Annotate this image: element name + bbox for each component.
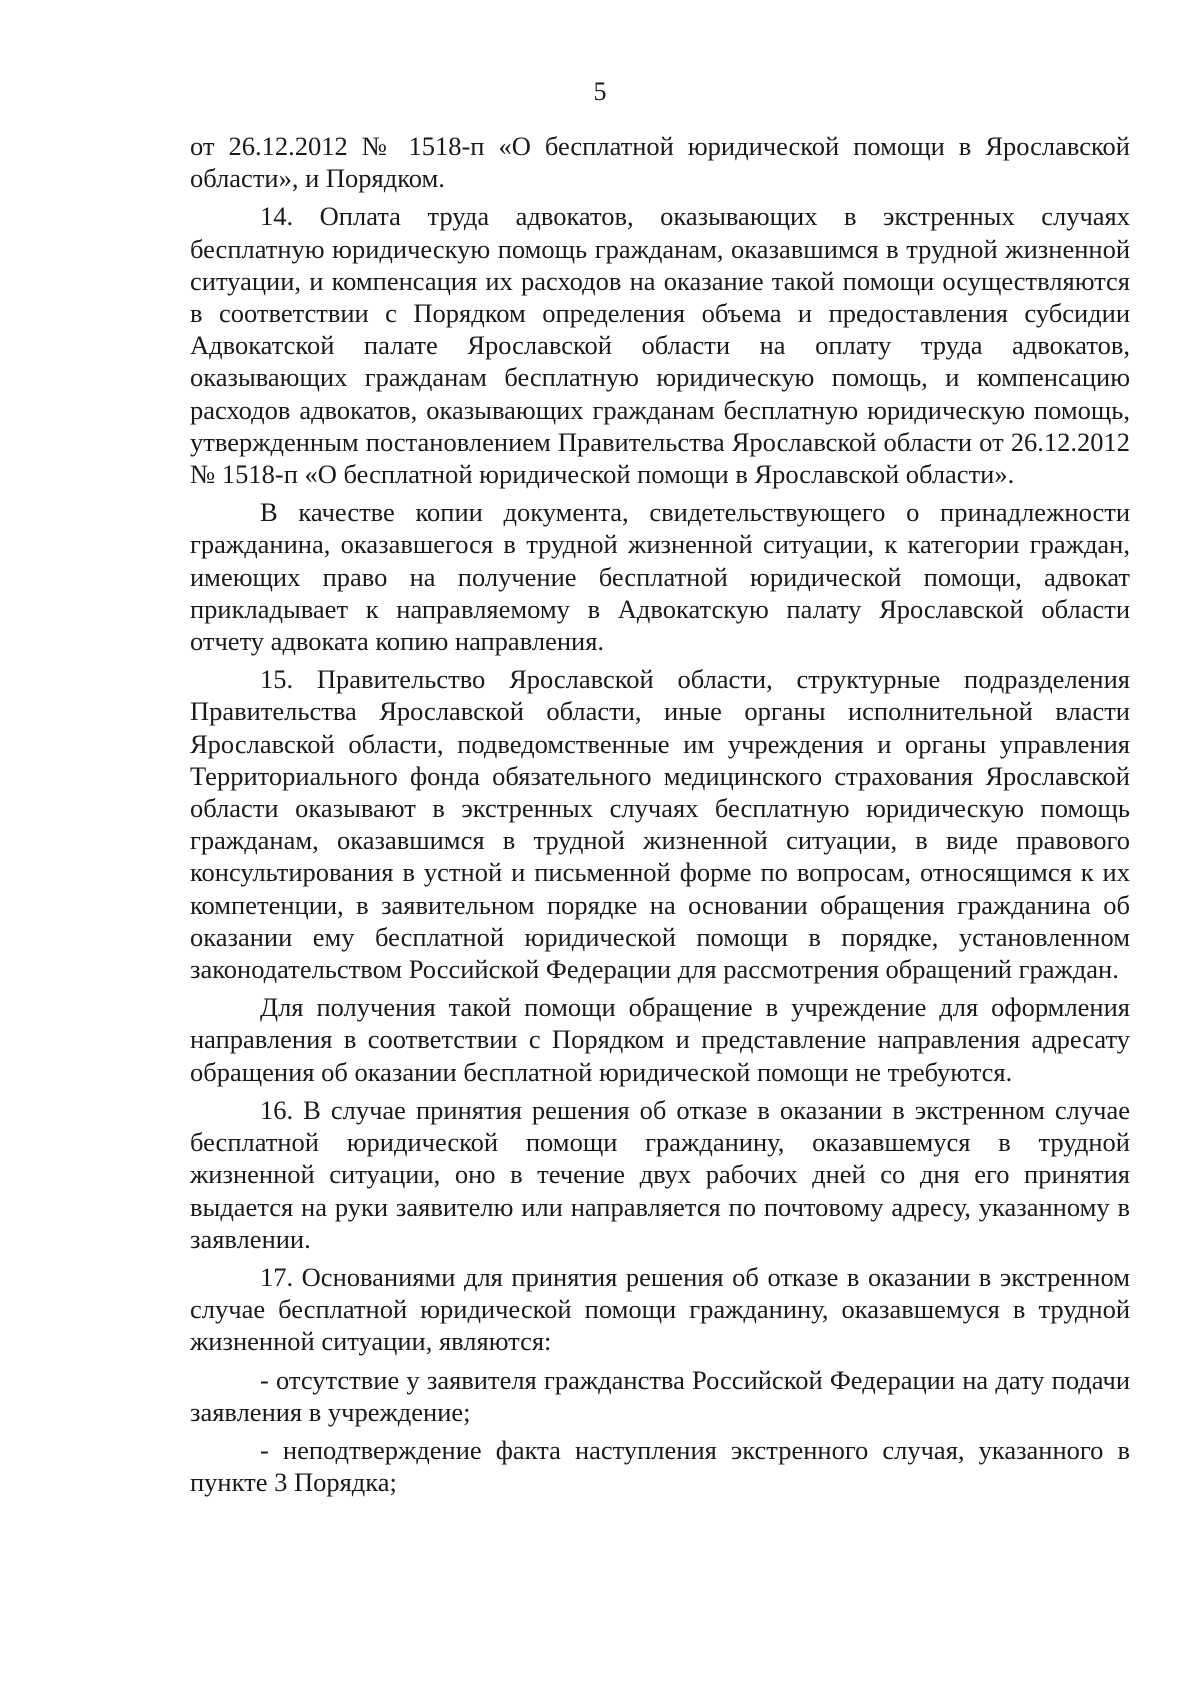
paragraph-item-17: 17. Основаниями для принятия решения об отказе в оказании в экстренном случае бесплатной юридической помощи гражданину, оказавшемуся в трудной жизненной ситуации, являются: bbox=[190, 1261, 1130, 1357]
paragraph-item-15: 15. Правительство Ярославской области, структурные подразделения Правительства Ярославской области, иные органы исполнительной власти Ярославской области, подведомственные им учреждения и органы управления Территориального фонда обязательного медицинского страхования Ярославской области оказывают в экстренных случаях бесплатную юридическую помощь гражданам, оказавшимся в трудной жизненной ситуации, в виде правового консультирования в устной и письменной форме по вопросам, относящимся к их компетенции, в заявительном порядке на основании обращения гражданина об оказании ему бесплатной юридической помощи в порядке, установленном законодательством Российской Федерации для рассмотрения обращений граждан. bbox=[190, 664, 1130, 985]
paragraph-item-16: 16. В случае принятия решения об отказе в оказании в экстренном случае бесплатной юридической помощи гражданину, оказавшемуся в трудной жизненной ситуации, оно в течение двух рабочих дней со дня его принятия выдается на руки заявителю или направляется по почтовому адресу, указанному в заявлении. bbox=[190, 1094, 1130, 1254]
document-body bbox=[190, 130, 1130, 1498]
paragraph-obtaining-help: Для получения такой помощи обращение в учреждение для оформления направления в соответствии с Порядком и представление направления адресату обращения об оказании бесплатной юридической помощи не требуются. bbox=[190, 992, 1130, 1087]
page-number: 5 bbox=[593, 77, 607, 106]
list-item-emergency-not-confirmed: - неподтверждение факта наступления экстренного случая, указанного в пункте 3 Порядка; bbox=[190, 1434, 1130, 1498]
list-item-citizenship: - отсутствие у заявителя гражданства Российской Федерации на дату подачи заявления в учреждение; bbox=[190, 1364, 1130, 1427]
paragraph-copy-document: В качестве копии документа, свидетельствующего о принадлежности гражданина, оказавшегося в трудной жизненной ситуации, к категории граждан, имеющих право на получение бесплатной юридической помощи, адвокат прикладывает к направляемому в Адвокатскую палату Ярославской области отчету адвоката копию направления. bbox=[190, 497, 1130, 657]
paragraph-item-14: 14. Оплата труда адвокатов, оказывающих в экстренных случаях бесплатную юридическую помощь гражданам, оказавшимся в трудной жизненной ситуации, и компенсация их расходов на оказание такой помощи осуществляются в соответствии с Порядком определения объема и предоставления субсидии Адвокатской палате Ярославской области на оплату труда адвокатов, оказывающих гражданам бесплатную юридическую помощь, и компенсацию расходов адвокатов, оказывающих гражданам бесплатную юридическую помощь, утвержденным постановлением Правительства Ярославской области от 26.12.2012 № 1518-п «О бесплатной юридической помощи в Ярославской области». bbox=[190, 201, 1130, 490]
paragraph-continuation: от 26.12.2012 № 1518-п «О бесплатной юридической помощи в Ярославской области», и Порядком. bbox=[190, 131, 1130, 194]
